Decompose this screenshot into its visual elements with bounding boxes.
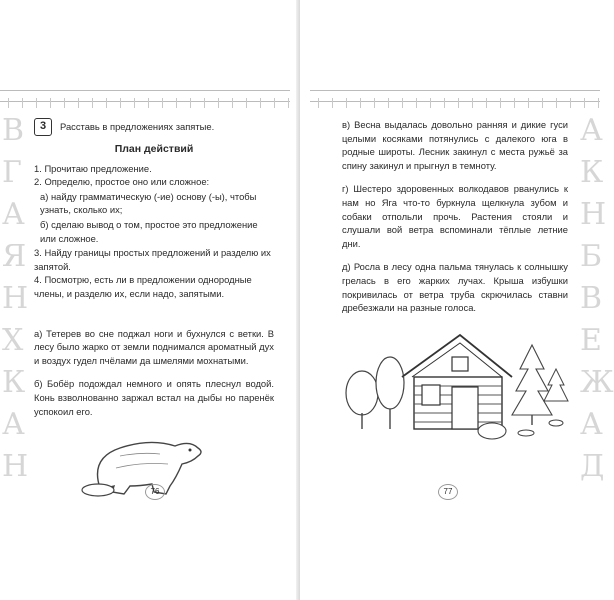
- plan-list: [34, 162, 274, 301]
- hut-and-trees-illustration: [342, 325, 568, 445]
- sentence-a: а) Тетерев во сне поджал ноги и бухнулся с ветки. В лесу было жарко от земли поднимался ароматный дух и воздух гудел пчёлами да шмелями мохнатыми.: [34, 327, 274, 366]
- plan-item-2: 2. Определю, простое оно или сложное:: [34, 176, 210, 188]
- plan-subitem-a: а) найду грамматическую (-ие) основу (-ы), чтобы узнать, сколько их;: [40, 190, 257, 216]
- right-side-letters: А К Н Б В Е Ж А Д: [580, 113, 614, 484]
- plan-item-1: 1. Прочитаю предложение.: [34, 162, 152, 174]
- left-content: [34, 118, 274, 508]
- right-content: [342, 118, 568, 445]
- plan-item-4: 4. Посмотрю, есть ли в предложении однородные члены, и разделю их, если надо, запятыми.: [34, 274, 252, 299]
- page-number-right: 77: [438, 484, 458, 500]
- task-header: [34, 118, 274, 136]
- left-side-letters: В Г А Я Н Х К А Н: [2, 113, 29, 484]
- plan-subitem-b: б) сделаю вывод о том, простое это предложение или сложное.: [40, 218, 258, 244]
- right-decorative-border: [310, 86, 600, 108]
- plan-item-3: 3. Найду границы простых предложений и разделю их запятой.: [34, 247, 271, 272]
- plan-title: План действий: [114, 143, 194, 155]
- sentence-v: в) Весна выдалась довольно ранняя и дикие гуси целыми косяками потянулись с далекого юга в родные широты. Лесник закинул с места ружьё за спину закинул и прыгнул в темноту.: [342, 119, 568, 171]
- left-decorative-border: [0, 86, 290, 108]
- sentence-g: г) Шестеро здоровенных волкодавов рванулись к нам но Яга что-то буркнула щелкнула зубом и собаки отпольли прочь. Растения стояли и слушали вой ветра вспоминали тёплые летние дни.: [342, 183, 568, 249]
- beaver-illustration: [80, 428, 274, 508]
- task-title: Расставь в предложениях запятые.: [60, 121, 215, 133]
- task-number-badge: 3: [34, 118, 52, 136]
- page-number-left: 76: [145, 484, 165, 500]
- left-page: [0, 0, 300, 600]
- sentence-b: б) Бобёр подождал немного и опять плеснул водой. Конь взволнованно заржал встал на дыбы но паренёк успокоил его.: [34, 378, 274, 417]
- sentence-d: д) Росла в лесу одна пальма тянулась к солнышку грелась в его жарких лучах. Крыша избушки покривилась от ветра труба скрючилась ставни дребезжали на разные голоса.: [342, 261, 568, 314]
